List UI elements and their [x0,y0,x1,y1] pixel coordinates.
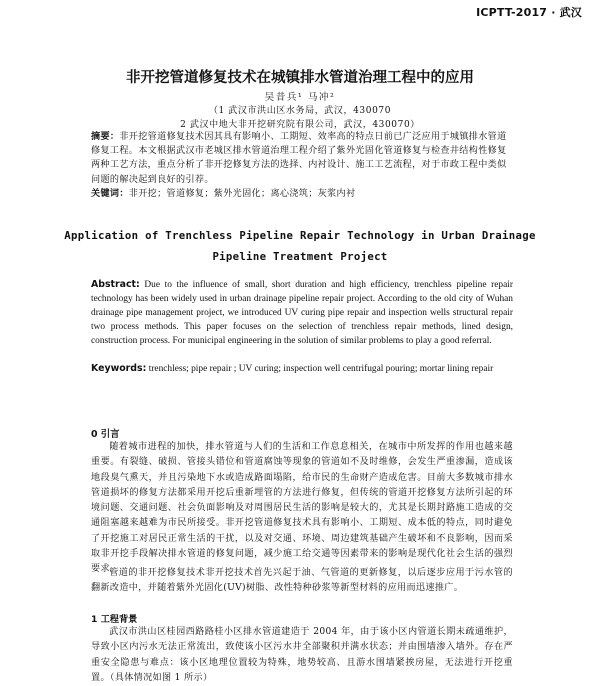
keywords-cn-label: 关键词： [91,189,129,199]
affiliation-1: （1 武汉市洪山区水务局，武汉，430070 [208,106,392,116]
abstract-en-label: Abstract: [91,279,140,290]
conference-header: ICPTT-2017 · 武汉 [476,6,582,19]
section-heading-intro: 0 引言 [91,429,120,440]
paper-title-cn: 非开挖管道修复技术在城镇排水管道治理工程中的应用 [126,70,474,86]
intro-paragraph-1: 随着城市进程的加快，排水管道与人们的生活和工作息息相关，在城市中所发挥的作用也越来越重要。有裂缝、破损、管接头错位和管道腐蚀等现象的管道如不及时维修，会发生严重渗漏，造成该地段臭气熏天，并且污染地下水或造成路面塌陷，给市民的生命财产造成危害。目前大多数城市排水管道损坏的修复方法都采用开挖后重新埋管的方法进行修复，但传统的管道开挖修复方法所引起的环境问题、交通问题、社会负面影响及对周围居民生活的影响是较大的，尤其是长期封路施工造成的交通阻塞越来越难为市民所接受。非开挖管道修复技术具有影响小、工期短、成本低的特点，同时避免了开挖施工对居民正常生活的干扰，以及对交通、环境、周边建筑基础产生破坏和不良影响，因而采取非开挖手段解决排水管道的修复问题，减少施工给交通等因素带来的影响是现代化社会生活的强烈要求。 [91,442,513,575]
abstract-en-text: Due to the influence of small, short duration and high efficiency, trenchless pipeline repair technology has been widely used in urban drainage pipeline repair project. According to the old city of Wuhan drainage pipe management project, we introduced UV curing pipe repair and inspection wells structural repair two process methods. This paper focuses on the selection of trenchless repair methods, lined design, construction process. For municipal engineering in the solution of similar problems to play a good referral. [91,280,513,346]
abstract-cn-label: 摘要： [91,132,120,142]
keywords-en-text: trenchless; pipe repair ; UV curing; inspection well centrifugal pouring; mortar lining repair [146,364,494,374]
abstract-cn [91,130,513,187]
authors-line: 吴昔兵¹ 马冲² [264,92,336,103]
keywords-en-label: Keywords: [91,363,147,374]
keywords-en [91,362,513,376]
background-paragraph: 武汉市洪山区桂园西路路桂小区排水管道建造于 2004 年，由于该小区内管道长期未疏通维护，导致小区内污水无法正常流出，致使该小区污水井全部聚积并满水状态；并由围墙渗入墙外。存在严重安全隐患与难点：该小区地理位置较为特殊，地势较高、且游水围墙紧挨房屋，无法进行开挖重置。（具体情况如图 1 所示） [91,627,513,683]
paper-title-en-line-1: Application of Trenchless Pipeline Repair Technology in Urban Drainage [64,229,536,242]
intro-paragraph-2: 管道的非开挖修复技术非开挖技术首先兴起于油、气管道的更新修复，以后逐步应用于污水管的翻新改造中，并随着紫外光固化(UV)树脂、改性特种砂浆等新型材料的应用而迅速推广。 [91,568,513,594]
section-heading-background: 1 工程背景 [91,614,138,625]
paper-title-en-line-2: Pipeline Treatment Project [212,250,388,263]
keywords-cn-text: 非开挖；管道修复；紫外光固化；离心浇筑；灰浆内衬 [128,189,356,199]
abstract-en [91,278,513,348]
affiliation-2: 2 武汉中地大非开挖研究院有限公司，武汉，430070） [180,120,420,130]
keywords-cn [91,187,513,201]
abstract-cn-text: 非开挖管道修复技术因其具有影响小、工期短、效率高的特点日前已广泛应用于城镇排水管道修复工程。本文根据武汉市老城区排水管道治理工程介绍了紫外光固化管道修复与检查井结构性修复两种工艺方法，重点分析了非开挖修复方法的选择、内衬设计、施工工艺流程，对于市政工程中类似问题的解决起到良好的引荐。 [91,132,507,185]
